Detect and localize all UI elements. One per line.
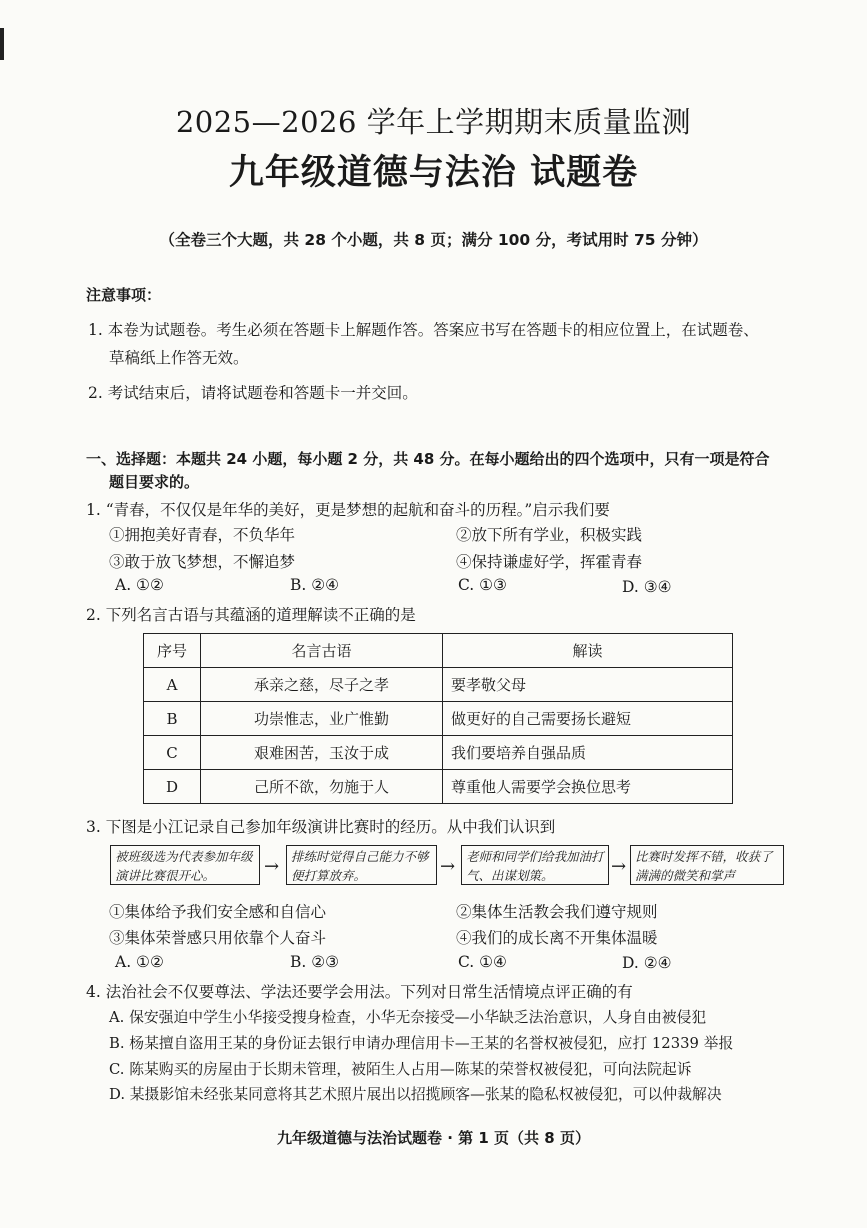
section1-heading-line1: 一、选择题：本题共 24 小题，每小题 2 分，共 48 分。在每小题给出的四个选项中，只有一项是符合 <box>86 450 770 468</box>
table-header-cell: 解读 <box>443 634 733 668</box>
q1-statement-2: ②放下所有学业，积极实践 <box>456 526 643 544</box>
arrow-right-icon: → <box>440 856 456 877</box>
q1-statement-3: ③敢于放飞梦想，不懈追梦 <box>109 553 296 571</box>
q4-option-c: C. 陈某购买的房屋由于长期未管理，被陌生人占用—陈某的荣誉权被侵犯，可向法院起诉 <box>109 1061 692 1078</box>
exam-title-line2: 九年级道德与法治 试题卷 <box>228 152 639 193</box>
q3-statement-3: ③集体荣誉感只用依靠个人奋斗 <box>109 929 327 947</box>
page-footer: 九年级道德与法治试题卷 · 第 1 页（共 8 页） <box>277 1129 590 1147</box>
q2-table <box>143 633 733 804</box>
table-row <box>144 702 733 736</box>
q3-story-box-3: 老师和同学们给我加油打气、出谋划策。 <box>461 845 609 885</box>
q3-statement-1: ①集体给予我们安全感和自信心 <box>109 903 327 921</box>
table-cell: 做更好的自己需要扬长避短 <box>443 702 733 736</box>
table-cell: 承亲之慈，尽子之孝 <box>201 668 443 702</box>
q1-option-d: D. ③④ <box>622 578 672 596</box>
table-cell: B <box>144 702 201 736</box>
q3-option-b: B. ②③ <box>290 953 340 971</box>
q4-option-b: B. 杨某擅自盗用王某的身份证去银行申请办理信用卡—王某的名誉权被侵犯，应打 12339 举报 <box>109 1035 734 1052</box>
table-cell: C <box>144 736 201 770</box>
q4-option-d: D. 某摄影馆未经张某同意将其艺术照片展出以招揽顾客—张某的隐私权被侵犯，可以仲裁解决 <box>109 1086 722 1103</box>
q3-option-a: A. ①② <box>115 953 164 971</box>
q4-option-a: A. 保安强迫中学生小华接受搜身检查，小华无奈接受—小华缺乏法治意识，人身自由被侵犯 <box>109 1009 707 1026</box>
table-cell: 己所不欲，勿施于人 <box>201 770 443 804</box>
q1-option-c: C. ①③ <box>458 576 507 594</box>
arrow-right-icon: → <box>611 856 627 877</box>
q3-stem: 3. 下图是小江记录自己参加年级演讲比赛时的经历。从中我们认识到 <box>86 818 556 836</box>
table-cell: 尊重他人需要学会换位思考 <box>443 770 733 804</box>
section1-heading-line2: 题目要求的。 <box>109 473 200 491</box>
q1-statement-4: ④保持谦虚好学，挥霍青春 <box>456 553 643 571</box>
note-item-1-line1: 1. 本卷为试题卷。考生必须在答题卡上解题作答。答案应书写在答题卡的相应位置上，在试题卷、 <box>88 321 759 339</box>
arrow-right-icon: → <box>264 856 280 877</box>
q2-stem: 2. 下列名言古语与其蕴涵的道理解读不正确的是 <box>86 606 416 624</box>
q4-stem: 4. 法治社会不仅要尊法、学法还要学会用法。下列对日常生活情境点评正确的有 <box>86 983 633 1001</box>
q3-option-d: D. ②④ <box>622 954 672 972</box>
q1-stem: 1. “青春，不仅仅是年华的美好，更是梦想的起航和奋斗的历程。”启示我们要 <box>86 501 610 519</box>
note-item-1-line2: 草稿纸上作答无效。 <box>109 349 249 367</box>
q3-story-box-4: 比赛时发挥不错，收获了满满的微笑和掌声 <box>630 845 784 885</box>
note-item-2: 2. 考试结束后，请将试题卷和答题卡一并交回。 <box>88 384 418 402</box>
table-row <box>144 668 733 702</box>
q3-statement-4: ④我们的成长离不开集体温暖 <box>456 929 658 947</box>
scan-edge-mark <box>0 28 4 60</box>
table-cell: 艰难困苦，玉汝于成 <box>201 736 443 770</box>
exam-title-line1: 2025—2026 学年上学期期末质量监测 <box>175 105 692 139</box>
q1-option-b: B. ②④ <box>290 576 340 594</box>
q3-statement-2: ②集体生活教会我们遵守规则 <box>456 903 658 921</box>
q3-option-c: C. ①④ <box>458 953 507 971</box>
table-cell: 功崇惟志，业广惟勤 <box>201 702 443 736</box>
table-cell: 要孝敬父母 <box>443 668 733 702</box>
table-header-cell: 序号 <box>144 634 201 668</box>
q1-option-a: A. ①② <box>115 576 164 594</box>
q3-story-box-1: 被班级选为代表参加年级演讲比赛很开心。 <box>110 845 260 885</box>
table-header-cell: 名言古语 <box>201 634 443 668</box>
q1-statement-1: ①拥抱美好青春，不负华年 <box>109 526 296 544</box>
q3-story-box-2: 排练时觉得自己能力不够便打算放弃。 <box>286 845 437 885</box>
table-cell: A <box>144 668 201 702</box>
exam-subtitle: （全卷三个大题，共 28 个小题，共 8 页；满分 100 分，考试用时 75 分钟） <box>159 231 708 249</box>
table-row <box>144 736 733 770</box>
table-cell: 我们要培养自强品质 <box>443 736 733 770</box>
table-row <box>144 770 733 804</box>
table-header-row <box>144 634 733 668</box>
notes-title: 注意事项： <box>86 286 162 304</box>
table-cell: D <box>144 770 201 804</box>
